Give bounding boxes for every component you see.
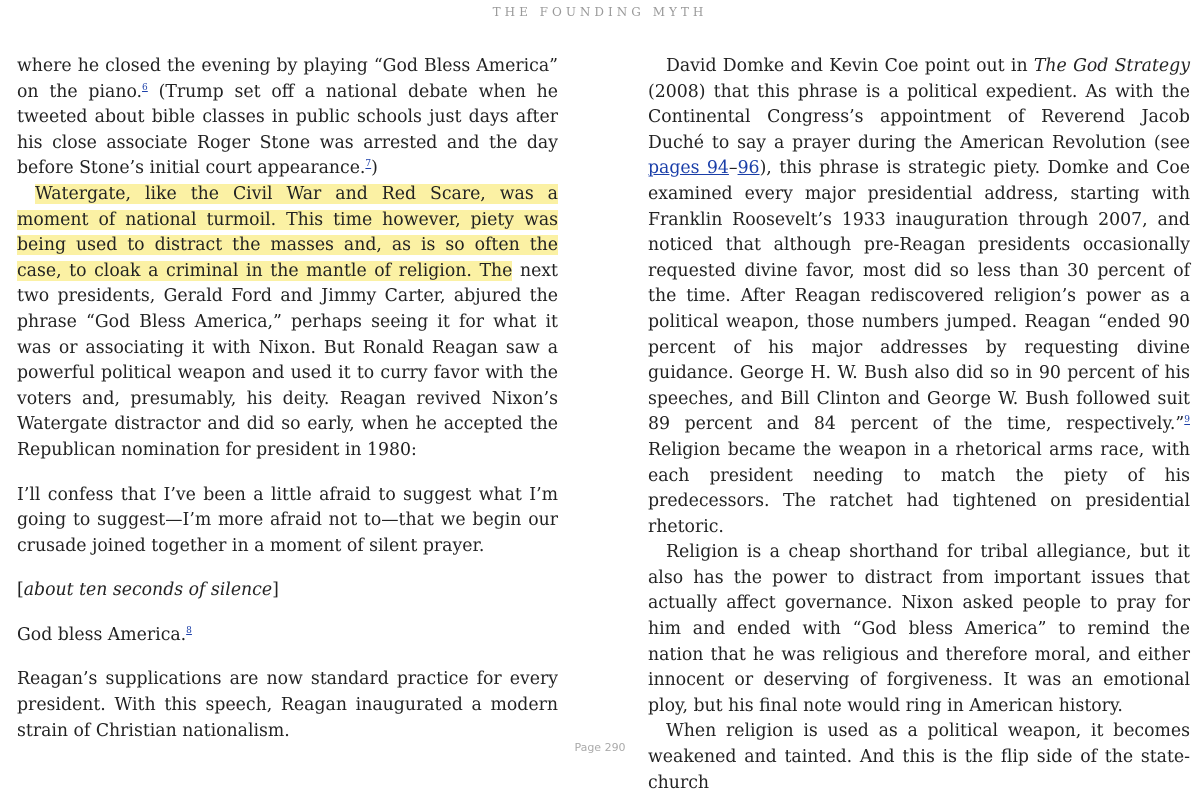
left-page-column (17, 54, 558, 744)
quote3-text: God bless America. (17, 624, 187, 645)
highlighted-passage[interactable]: Watergate, like the Civil War and Red Scare, was a moment of national turmoil. This time however, piety was being used to distract the masses and, as is so often the case, to cloak a criminal in the mantle of religion. The (17, 183, 558, 281)
left-p1-text-a: where he closed the evening by playing “God Bless America” on the piano. (17, 56, 558, 102)
block-quote-3 (17, 623, 558, 649)
bracket-open: [ (17, 580, 24, 601)
block-quote-2 (17, 578, 558, 604)
stage-direction: about ten seconds of silence (23, 580, 273, 601)
footnote-7-link[interactable]: 7 (365, 159, 372, 170)
right-paragraph-2: Religion is a cheap shorthand for tribal allegiance, but it also has the power to distract from important issues that actually affect governance. Nixon asked people to pray for him and ended with “God bless America” to remind the nation that he was religious and therefore moral, and either innocent or deserving of forgiveness. It was an emotional ploy, but his final note would ring in American history. (648, 542, 1190, 716)
running-header: THE FOUNDING MYTH (492, 5, 708, 19)
left-paragraph-2 (17, 182, 558, 464)
left-p2-text: next two presidents, Gerald Ford and Jimmy Carter, abjured the phrase “God Bless America,” perhaps seeing it for what it was or associating it with Nixon. But Ronald Reagan saw a powerful political weapon and used it to curry favor with the voters and, presumably, his deity. Reagan revived Nixon’s Watergate distractor and did so early, when he accepted the Republican nomination for president in 1980: (17, 260, 558, 460)
page-range-dash: – (728, 158, 738, 179)
right-paragraph-3: When religion is used as a political weapon, it becomes weakened and tainted. And this is the flip side of the state-church (648, 721, 1190, 793)
footnote-6-link[interactable]: 6 (142, 82, 148, 93)
footnote-8-link[interactable]: 8 (186, 626, 192, 637)
block-quote-1: I’ll confess that I’ve been a little afraid to suggest what I’m going to suggest—I’m more afraid not to—that we begin our crusade joined together in a moment of silent prayer. (17, 484, 558, 556)
left-p1-text-c: ) (371, 158, 378, 179)
right-page-column (648, 54, 1190, 796)
book-title: The God Strategy (1033, 56, 1190, 76)
right-p1-text-d: Religion became the weapon in a rhetorical arms race, with each president needing to match the piety of his predecessors. The ratchet had tightened on presidential rhetoric. (648, 439, 1190, 537)
right-p1-text-c: ), this phrase is strategic piety. Domke and Coe examined every major presidential address, starting with Franklin Roosevelt’s 1933 inauguration through 2007, and noticed that although pre-Reagan presidents occasionally requested divine favor, most did so less than 30 percent of the time. After Reagan rediscovered religion’s power as a political weapon, those numbers jumped. Reagan “ended 90 percent of his major addresses by requesting divine guidance. George H. W. Bush also did so in 90 percent of his speeches, and Bill Clinton and George W. Bush followed suit 89 percent and 84 percent of the time, respectively.” (648, 158, 1190, 435)
pages-96-link[interactable]: 96 (737, 158, 760, 179)
left-p1-text-b: (Trump set off a national debate when he tweeted about bible classes in public schools just days after his close associate Roger Stone was arrested and the day before Stone’s initial court appearance. (17, 81, 559, 179)
right-p1-text-a: David Domke and Kevin Coe point out in (666, 56, 1034, 76)
left-paragraph-1 (17, 54, 558, 182)
bracket-close: ] (272, 580, 279, 601)
right-paragraph-1 (648, 54, 1190, 540)
footnote-9-link[interactable]: 9 (1184, 415, 1190, 426)
pages-94-link[interactable]: pages 94 (648, 158, 729, 179)
left-paragraph-3: Reagan’s supplications are now standard practice for every president. With this speech, Reagan inaugurated a modern strain of Christian nationalism. (17, 669, 558, 741)
right-p1-text-b: (2008) that this phrase is a political expedient. As with the Continental Congress’s appointment of Reverend Jacob Duché to say a prayer during the American Revolution (see (648, 81, 1190, 153)
page-number: Page 290 (574, 741, 626, 754)
